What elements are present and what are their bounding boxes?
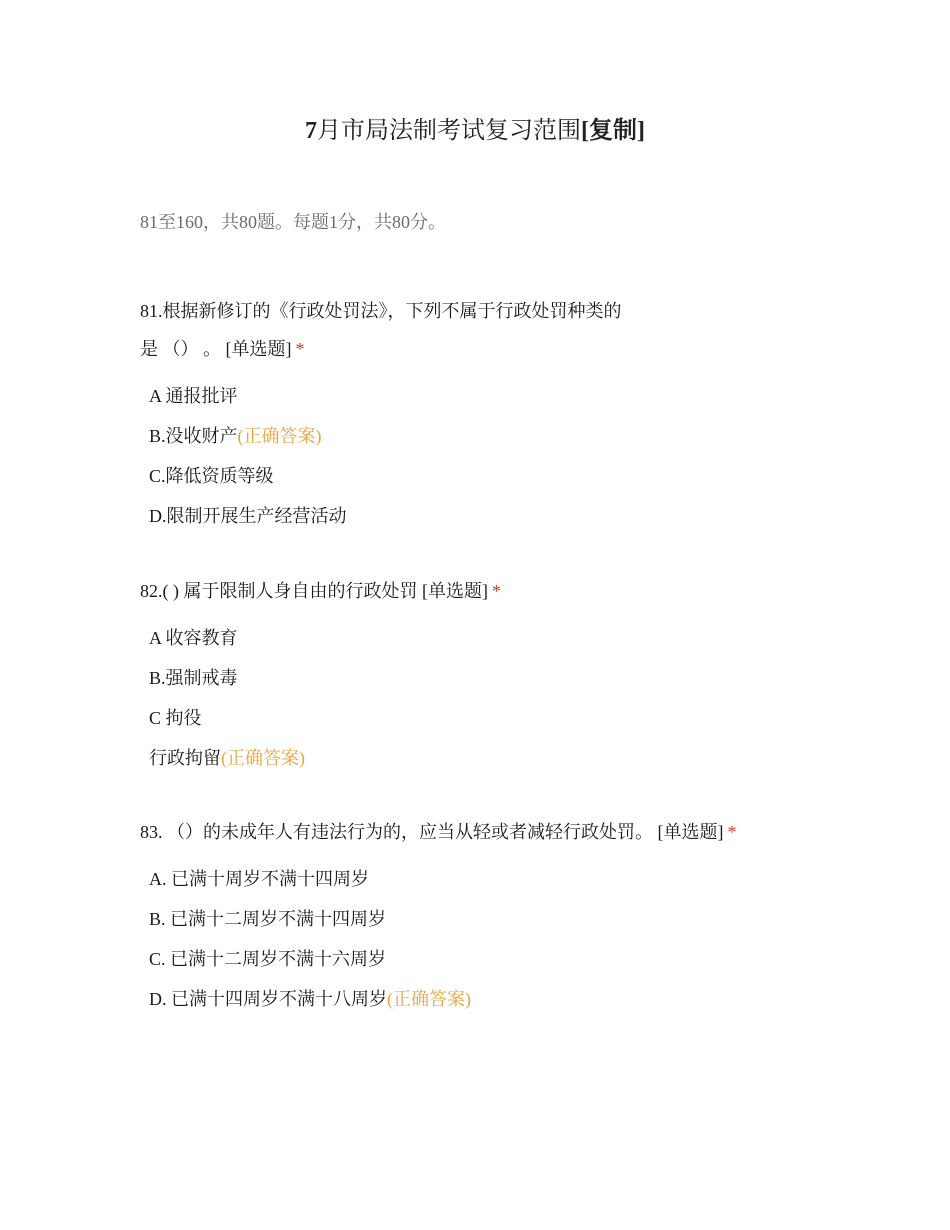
question-type: [单选题] (657, 822, 724, 842)
title-number: 7 (305, 118, 317, 144)
survey-description: 81至160，共80题。每题1分，共80分。 (140, 212, 446, 232)
option-label: 行政拘留 (149, 748, 221, 768)
option-a (149, 859, 789, 899)
option-d (149, 738, 789, 778)
option-label: C.降低资质等级 (149, 466, 274, 486)
title-suffix: [复制] (581, 118, 645, 144)
question-stem-line2-text: 是 （） 。 (140, 339, 221, 359)
correct-answer-tag: (正确答案) (387, 989, 471, 1009)
required-mark: * (295, 339, 305, 359)
option-b (149, 899, 789, 939)
page-title (0, 110, 950, 145)
option-label: D. 已满十四周岁不满十八周岁 (149, 989, 387, 1009)
option-a (149, 376, 789, 416)
option-label: B.强制戒毒 (149, 668, 238, 688)
question-stem-line2 (140, 330, 780, 368)
question-stem-line1: 83. （）的未成年人有违法行为的，应当从轻或者减轻行政处罚。 (140, 822, 653, 842)
option-label: C 拘役 (149, 708, 202, 728)
question-stem-line1: 82.( ) 属于限制人身自由的行政处罚 (140, 581, 418, 601)
option-label: D.限制开展生产经营活动 (149, 506, 347, 526)
correct-answer-tag: (正确答案) (237, 426, 322, 446)
option-label: C. 已满十二周岁不满十六周岁 (149, 949, 387, 969)
option-b (149, 416, 789, 456)
option-label: B. 已满十二周岁不满十四周岁 (149, 909, 387, 929)
question-stem (140, 292, 780, 368)
required-mark: * (492, 581, 501, 601)
option-c (149, 939, 789, 979)
option-label: A 通报批评 (149, 386, 238, 406)
option-label: A 收容教育 (149, 628, 238, 648)
question-82 (140, 572, 780, 778)
option-c (149, 456, 789, 496)
question-type: [单选题] (225, 339, 292, 359)
question-81 (140, 292, 780, 536)
option-d (149, 979, 789, 1019)
option-label: A. 已满十周岁不满十四周岁 (149, 869, 369, 889)
question-83 (140, 813, 780, 1019)
correct-answer-tag: (正确答案) (221, 748, 305, 768)
question-stem (140, 813, 780, 851)
question-type: [单选题] (422, 581, 488, 601)
required-mark: * (727, 822, 737, 842)
option-c (149, 698, 789, 738)
title-text: 月市局法制考试复习范围 (317, 118, 581, 144)
option-b (149, 658, 789, 698)
option-label: B.没收财产 (149, 426, 238, 446)
option-d (149, 496, 789, 536)
option-a (149, 618, 789, 658)
question-stem (140, 572, 780, 610)
question-stem-line1: 81.根据新修订的《行政处罚法》，下列不属于行政处罚种类的 (140, 301, 622, 321)
